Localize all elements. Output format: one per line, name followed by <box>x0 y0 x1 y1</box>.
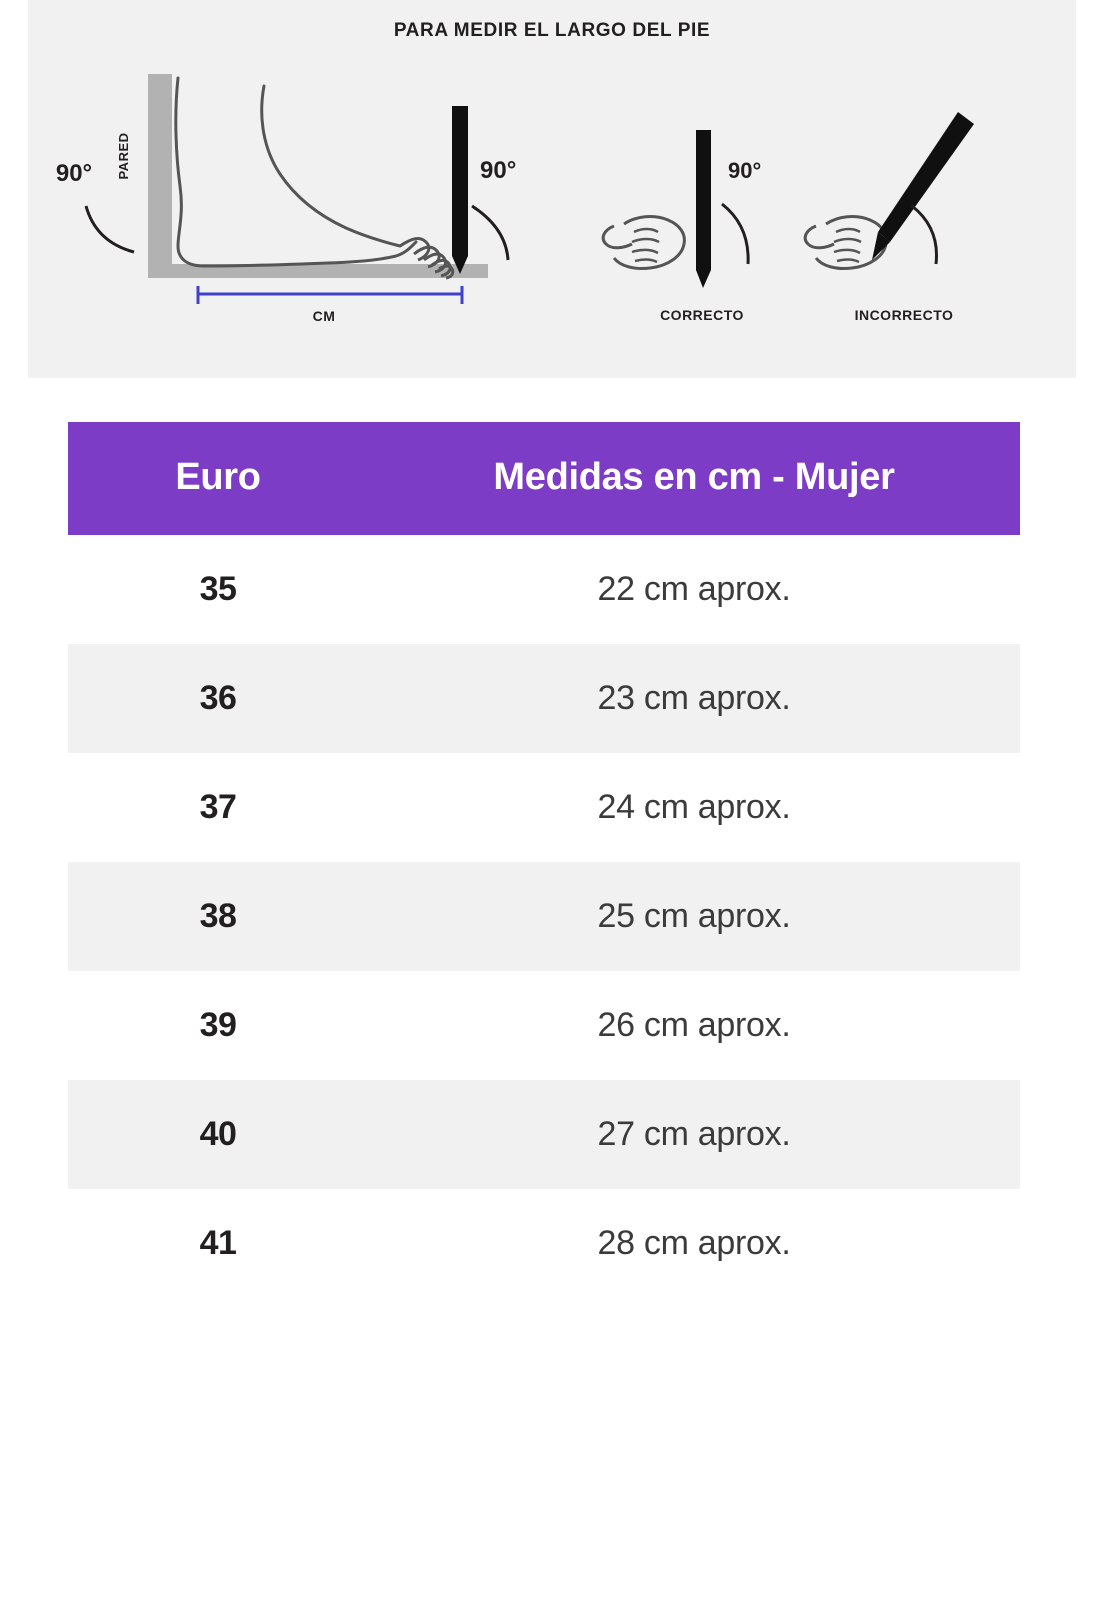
table-row <box>68 535 1020 644</box>
angle-left-arc <box>86 206 134 252</box>
incorrecto-label: INCORRECTO <box>854 307 954 323</box>
angle-correct-arc <box>722 204 748 264</box>
hand-correct-finger-2 <box>632 239 659 242</box>
correcto-scene <box>603 130 761 323</box>
hand-correct-finger-1 <box>634 229 658 232</box>
hand-incorrect-finger-4 <box>837 260 859 262</box>
table-row <box>68 644 1020 753</box>
cell-cm: 27 cm aprox. <box>368 1080 1020 1189</box>
cm-label: CM <box>312 308 336 324</box>
foot-outline-instep <box>262 86 400 246</box>
correcto-label: CORRECTO <box>660 307 744 323</box>
diagram-title: PARA MEDIR EL LARGO DEL PIE <box>393 20 711 41</box>
cell-euro: 38 <box>68 862 368 971</box>
wall-label: PARED <box>116 132 131 180</box>
angle-correct-label: 90° <box>728 158 762 183</box>
hand-incorrect-finger-1 <box>836 229 860 232</box>
angle-left-label: 90° <box>55 160 93 187</box>
table-row <box>68 1189 1020 1298</box>
angle-right-arc <box>472 206 508 260</box>
cell-euro: 39 <box>199 1006 237 1044</box>
cell-cm: 26 cm aprox. <box>597 1006 791 1044</box>
cell-cm: 28 cm aprox. <box>597 1224 791 1262</box>
hand-correct-finger-4 <box>635 260 657 262</box>
cell-euro: 35 <box>199 570 237 608</box>
cell-cm: 24 cm aprox. <box>597 788 791 826</box>
pencil-correct-body <box>696 130 711 270</box>
table-header-row <box>68 422 1020 535</box>
cell-euro: 37 <box>199 788 237 826</box>
foot-measure-diagram-panel <box>28 0 1076 378</box>
hand-incorrect-finger-2 <box>834 239 861 242</box>
hand-correct-thumb <box>603 226 632 248</box>
column-header-euro: Euro <box>68 422 368 535</box>
pencil-vertical-body <box>452 106 468 256</box>
cell-euro: 36 <box>68 644 368 753</box>
hand-incorrect-finger-3 <box>834 250 860 253</box>
angle-right-label: 90° <box>480 157 517 184</box>
column-header-cm: Medidas en cm - Mujer <box>368 422 1020 535</box>
size-chart-header <box>68 422 1020 535</box>
incorrecto-scene <box>805 112 974 323</box>
cell-cm: 25 cm aprox. <box>368 862 1020 971</box>
foot-outline-sole <box>176 78 416 266</box>
size-chart-table <box>68 422 1020 1298</box>
table-row <box>68 753 1020 862</box>
hand-incorrect-thumb <box>805 226 834 248</box>
cell-euro: 41 <box>199 1224 237 1262</box>
table-row <box>68 862 1020 971</box>
foot-measure-illustration <box>28 46 1076 356</box>
cell-euro: 40 <box>68 1080 368 1189</box>
cell-cm: 22 cm aprox. <box>597 570 791 608</box>
angle-incorrect-arc <box>912 206 937 264</box>
table-row <box>68 971 1020 1080</box>
hand-correct-finger-3 <box>632 250 658 253</box>
table-row <box>68 1080 1020 1189</box>
size-chart-body <box>68 535 1020 1298</box>
pencil-correct-tip <box>696 270 711 288</box>
cell-cm: 23 cm aprox. <box>368 644 1020 753</box>
wall-shape <box>148 74 172 264</box>
